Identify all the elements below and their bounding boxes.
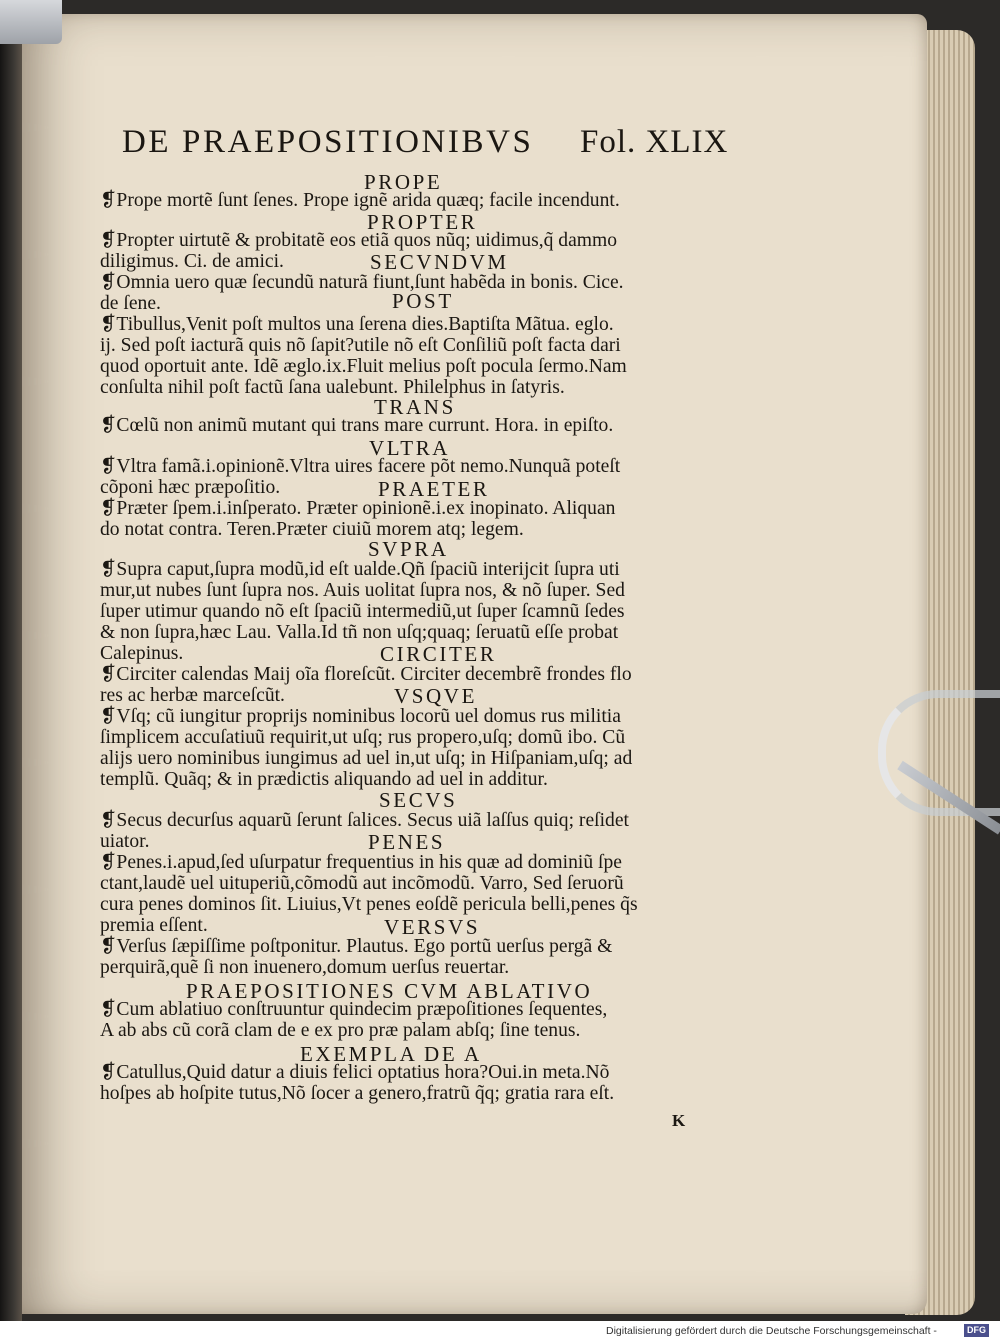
section-heading: PRAEPOSITIONES CVM ABLATIVO [186, 979, 593, 1003]
section-heading: SVPRA [368, 537, 449, 561]
text-line: ſimplicem accuſatiuũ requirit,ut uſq; rus propero,uſq; domũ ibo. Cũ [100, 727, 626, 748]
text-line: ❡Vltra famã.i.opinionẽ.Vltra uires facere põt nemo.Nunquã poteſt [100, 456, 621, 477]
text-line: mur,ut nubes ſunt ſupra nos. Auis uolitat ſupra nos, & nõ ſuper. Sed [100, 580, 625, 601]
text-line: hoſpes ab hoſpite tutus,Nõ ſocer a genero,fratrũ q̃q; gratia rara eſt. [100, 1083, 615, 1104]
digitization-credit: Digitalisierung gefördert durch die Deutsche Forschungsgemeinschaft - [606, 1325, 937, 1337]
text-line: diligimus. Ci. de amici. [100, 251, 284, 272]
section-heading: POST [392, 289, 454, 313]
folio-number: Fol. XLIX [580, 124, 729, 160]
section-heading: PROPTER [367, 210, 478, 234]
text-line: templũ. Quãq; & in prædictis aliquando ad uel in additur. [100, 769, 548, 790]
section-heading: VERSVS [384, 915, 481, 939]
text-line: ❡Supra caput,ſupra modũ,id eſt ualde.Qñ ſpaciũ interijcit ſupra uti [100, 559, 620, 580]
text-line: alijs uero nominibus iungimus ad uel in,ut uſq; in Hiſpaniam,uſq; ad [100, 748, 633, 769]
text-line: ſuper utimur quando nõ eſt ſpaciũ intermediũ,ut ſuper ſcamnũ ſedes [100, 601, 625, 622]
page-clip [878, 690, 1000, 816]
section-heading: SECVS [379, 788, 458, 812]
signature-mark: K [672, 1111, 686, 1130]
text-line: ❡Circiter calendas Maij oĩa floreſcũt. Circiter decembrẽ frondes flo [100, 664, 632, 685]
text-line: do notat contra. Teren.Præter ciuiũ morem atq; legem. [100, 519, 524, 540]
dfg-logo: DFG [964, 1324, 989, 1337]
section-heading: CIRCITER [380, 642, 497, 666]
text-line: ❡Cœlũ non animũ mutant qui trans mare currunt. Hora. in epiſto. [100, 415, 614, 436]
text-line: uiator. [100, 831, 150, 852]
text-line: cura penes dominos ſit. Liuius,Vt penes eoſdẽ pericula belli,penes q̃s [100, 894, 638, 915]
text-line: conſulta nihil poſt factũ ſana ualebunt. Philelphus in ſatyris. [100, 377, 565, 398]
section-heading: SECVNDVM [370, 250, 509, 274]
text-line: ❡Verſus ſæpiſſime poſtponitur. Plautus. Ego portũ uerſus pergã & [100, 936, 613, 957]
text-line: quod oportuit ante. Idẽ æglo.ix.Fluit melius poſt pocula ſermo.Nam [100, 356, 627, 377]
section-heading: TRANS [374, 395, 456, 419]
section-heading: EXEMPLA DE A [300, 1042, 482, 1066]
text-line: res ac herbæ marceſcũt. [100, 685, 285, 706]
section-heading: VSQVE [394, 684, 478, 708]
text-line: ctant,laudẽ uel uituperiũ,cõmodũ aut incõmodũ. Varro, Sed ſeruorũ [100, 873, 624, 894]
text-line: & non ſupra,hæc Lau. Valla.Id tñ non uſq;quaq; ſeruatũ eſſe probat [100, 622, 619, 643]
text-line: A ab abs cũ corã clam de e ex pro præ palam abſq; ſine tenus. [100, 1020, 581, 1041]
text-line: ❡Penes.i.apud,ſed uſurpatur frequentius in his quæ ad dominiũ ſpe [100, 852, 622, 873]
section-heading: VLTRA [369, 436, 451, 460]
text-line: ❡Cum ablatiuo conſtruuntur quindecim præpoſitiones ſequentes, [100, 999, 608, 1020]
text-line: ❡Omnia uero quæ ſecundũ naturã fiunt,ſunt habẽda in bonis. Cice. [100, 272, 624, 293]
text-line: ❡Secus decurſus aquarũ ſerunt ſalices. Secus uiã laſſus quiq; reſidet [100, 810, 629, 831]
text-line: perquirã,quẽ ſi non inuenero,domum uerſus reuertar. [100, 957, 510, 978]
text-line: cõponi hæc præpoſitio. [100, 477, 281, 498]
text-line: ij. Sed poſt iacturã quis nõ ſapit?utile nõ eſt Conſiliũ poſt facta dari [100, 335, 621, 356]
section-heading: PROPE [364, 170, 443, 194]
text-line: premia eſſent. [100, 915, 208, 936]
book-binding [0, 0, 22, 1321]
text-line: ❡Vſq; cũ iungitur proprijs nominibus locorũ uel domus rus militia [100, 706, 621, 727]
text-line: ❡Tibullus,Venit poſt multos una ſerena dies.Baptiſta Mãtua. eglo. [100, 314, 614, 335]
text-line: ❡Præter ſpem.i.inſperato. Præter opinionẽ.i.ex inopinato. Aliquan [100, 498, 616, 519]
running-head: DE PRAEPOSITIONIBVS [122, 124, 534, 160]
text-line: ❡Catullus,Quid datur a diuis felici optatius hora?Oui.in meta.Nõ [100, 1062, 610, 1083]
text-line: Calepinus. [100, 643, 184, 664]
text-line: ❡Prope mortẽ ſunt ſenes. Prope ignẽ arida quæq; facile incendunt. [100, 190, 620, 211]
bookmark-ribbon [0, 0, 62, 44]
section-heading: PRAETER [378, 477, 490, 501]
text-line: ❡Propter uirtutẽ & probitatẽ eos etiã quos nũq; uidimus,q̃ dammo [100, 230, 618, 251]
text-line: de ſene. [100, 293, 161, 314]
section-heading: PENES [368, 830, 446, 854]
